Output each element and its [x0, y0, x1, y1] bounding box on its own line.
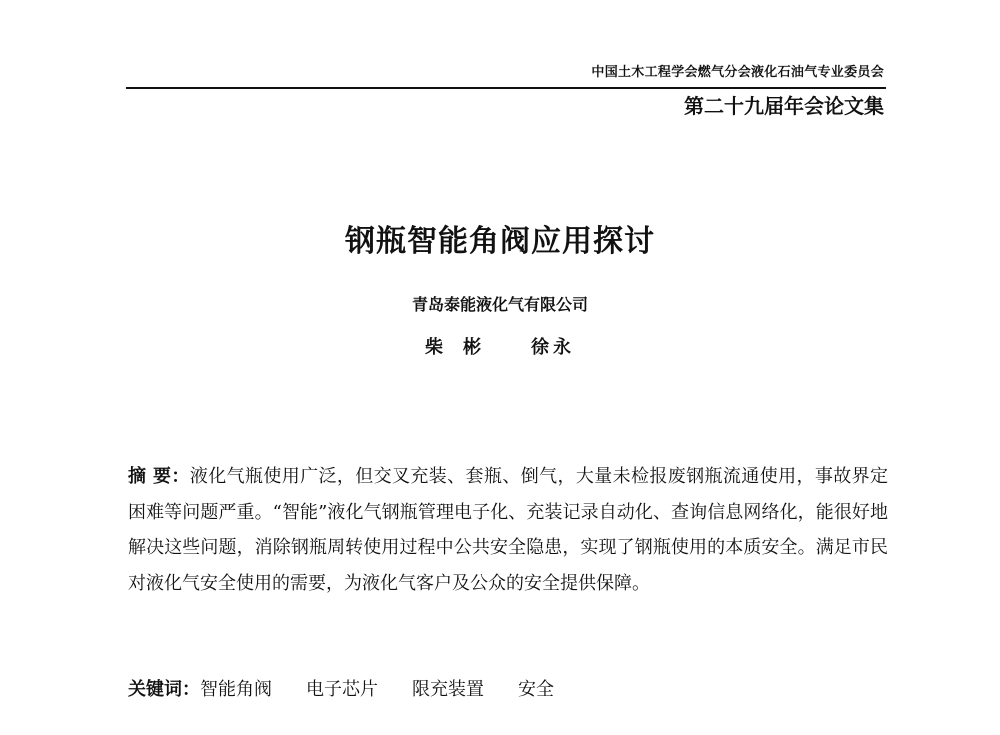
keyword-item: 智能角阀	[200, 679, 272, 700]
proceedings-title: 第二十九届年会论文集	[684, 94, 884, 118]
paper-title: 钢瓶智能角阀应用探讨	[345, 224, 655, 259]
abstract-label: 摘 要：	[128, 466, 190, 487]
abstract	[128, 459, 888, 601]
keyword-item: 限充装置	[412, 679, 484, 700]
header-organization: 中国土木工程学会燃气分会液化石油气专业委员会	[591, 65, 884, 80]
keywords	[128, 675, 888, 705]
keyword-item: 电子芯片	[306, 679, 378, 700]
authors	[425, 334, 625, 364]
header-rule	[126, 87, 886, 89]
author-name: 柴彬	[425, 337, 501, 358]
affiliation: 青岛泰能液化气有限公司	[411, 295, 588, 314]
keyword-item: 安全	[518, 679, 554, 700]
abstract-text: 液化气瓶使用广泛，但交叉充装、套瓶、倒气，大量未检报废钢瓶流通使用，事故界定困难等问题严重。“智能”液化气钢瓶管理电子化、充装记录自动化、查询信息网络化，能很好地解决这些问题，消除钢瓶周转使用过程中公共安全隐患，实现了钢瓶使用的本质安全。满足市民对液化气安全使用的需要，为液化气客户及公众的安全提供保障。	[128, 466, 888, 594]
author-name: 徐永	[531, 337, 575, 358]
keywords-label: 关键词：	[128, 679, 200, 700]
